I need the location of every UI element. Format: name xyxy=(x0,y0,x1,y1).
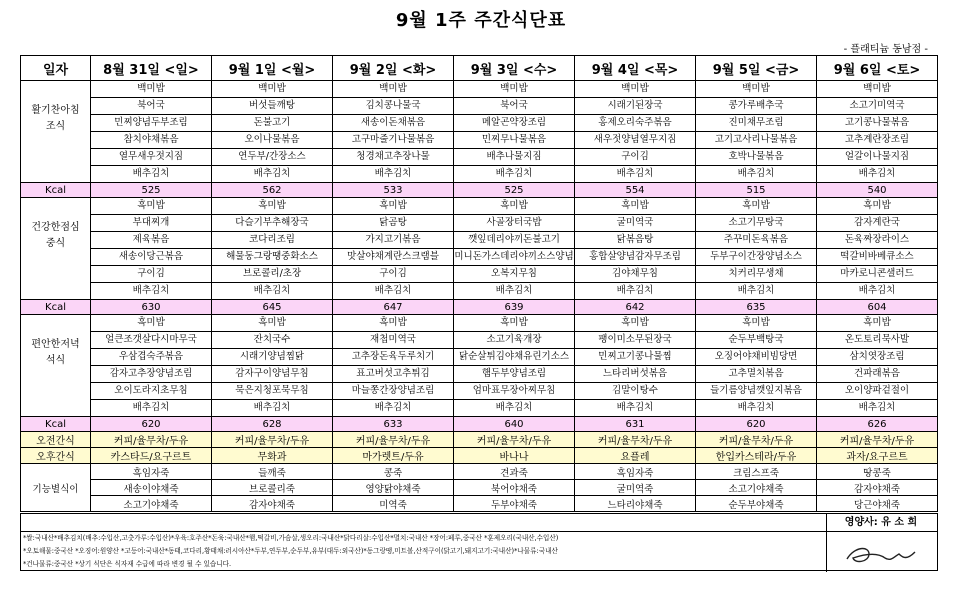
functional-item: 순두부야채죽 xyxy=(696,496,817,512)
menu-item: 배추김치 xyxy=(454,283,575,300)
menu-item: 백미밥 xyxy=(454,81,575,98)
menu-item: 치커리무생채 xyxy=(696,266,817,283)
meal-row xyxy=(21,232,938,249)
menu-item: 고기고사리나물볶음 xyxy=(696,132,817,149)
menu-item: 배추김치 xyxy=(817,283,938,300)
kcal-value: 533 xyxy=(333,183,454,198)
functional-item: 흑임자죽 xyxy=(575,464,696,480)
menu-item: 배추김치 xyxy=(817,400,938,417)
snack-item: 요플레 xyxy=(575,448,696,464)
functional-item: 미역죽 xyxy=(333,496,454,512)
date-header-label: 일자 xyxy=(21,56,91,81)
snack-item: 무화과 xyxy=(212,448,333,464)
menu-item: 배추김치 xyxy=(696,283,817,300)
menu-item: 배추김치 xyxy=(454,400,575,417)
menu-item: 건파래볶음 xyxy=(817,366,938,383)
menu-item: 시래기양념찜닭 xyxy=(212,349,333,366)
day-header: 9월 1일 <월> xyxy=(212,56,333,81)
kcal-value: 631 xyxy=(575,417,696,432)
menu-item: 참치야채볶음 xyxy=(91,132,212,149)
menu-item: 홍합살양념감자무조림 xyxy=(575,249,696,266)
functional-item: 느타리야채죽 xyxy=(575,496,696,512)
menu-item: 배추김치 xyxy=(212,400,333,417)
menu-item: 흑미밥 xyxy=(575,315,696,332)
snack-label: 오전간식 xyxy=(21,432,91,448)
day-header: 9월 6일 <토> xyxy=(817,56,938,81)
menu-item: 구이김 xyxy=(333,266,454,283)
kcal-value: 562 xyxy=(212,183,333,198)
page-subtitle: - 플래티늄 동남점 - xyxy=(843,44,928,55)
menu-item: 백미밥 xyxy=(212,81,333,98)
menu-item: 연두부/간장소스 xyxy=(212,149,333,166)
functional-row xyxy=(21,496,938,512)
kcal-value: 620 xyxy=(91,417,212,432)
menu-item: 깻잎데리야끼돈불고기 xyxy=(454,232,575,249)
menu-item: 구이김 xyxy=(91,266,212,283)
kcal-value: 647 xyxy=(333,300,454,315)
snack-item: 카스타드/요구르트 xyxy=(91,448,212,464)
functional-row xyxy=(21,464,938,480)
meal-row xyxy=(21,98,938,115)
origin-note-line: *건나물류:중국산 *상기 식단은 식자재 수급에 따라 변경 될 수 있습니다. xyxy=(23,560,232,568)
menu-item: 부대찌개 xyxy=(91,215,212,232)
functional-item: 소고기야채죽 xyxy=(91,496,212,512)
kcal-value: 635 xyxy=(696,300,817,315)
menu-item: 브로콜리/초장 xyxy=(212,266,333,283)
functional-item: 소고기야채죽 xyxy=(696,480,817,496)
menu-item: 해물동그랑땡중화소스 xyxy=(212,249,333,266)
kcal-label: Kcal xyxy=(21,183,91,198)
menu-item: 마카로니콘샐러드 xyxy=(817,266,938,283)
functional-item: 크림스프죽 xyxy=(696,464,817,480)
meal-row xyxy=(21,198,938,215)
menu-item: 김말이탕수 xyxy=(575,383,696,400)
menu-item: 흑미밥 xyxy=(212,198,333,215)
menu-item: 배추김치 xyxy=(212,283,333,300)
menu-item: 흑미밥 xyxy=(454,198,575,215)
menu-item: 우삼겹숙주볶음 xyxy=(91,349,212,366)
menu-item: 배추김치 xyxy=(454,166,575,183)
functional-item: 당근야채죽 xyxy=(817,496,938,512)
snack-item: 마가렛트/두유 xyxy=(333,448,454,464)
menu-item: 배추김치 xyxy=(212,166,333,183)
functional-item: 땅콩죽 xyxy=(817,464,938,480)
meal-label-line: 편안한저녁 xyxy=(31,339,80,350)
menu-item: 배추김치 xyxy=(696,166,817,183)
meal-label-line: 활기찬아침 xyxy=(31,105,80,116)
menu-item: 흑미밥 xyxy=(333,315,454,332)
menu-item: 주꾸미돈육볶음 xyxy=(696,232,817,249)
menu-item: 배추김치 xyxy=(817,166,938,183)
menu-item: 북어국 xyxy=(91,98,212,115)
snack-item: 커피/율무차/두유 xyxy=(817,432,938,448)
meal-row xyxy=(21,332,938,349)
menu-item: 백미밥 xyxy=(817,81,938,98)
menu-item: 사골장터국밥 xyxy=(454,215,575,232)
menu-item: 오이도라지초무침 xyxy=(91,383,212,400)
menu-item: 얼갈이나물지짐 xyxy=(817,149,938,166)
menu-item: 메알곤약장조림 xyxy=(454,115,575,132)
meal-row xyxy=(21,315,938,332)
menu-item: 호박나물볶음 xyxy=(696,149,817,166)
menu-item: 백미밥 xyxy=(575,81,696,98)
menu-item: 배추김치 xyxy=(696,400,817,417)
menu-item: 느타리버섯볶음 xyxy=(575,366,696,383)
meal-row xyxy=(21,115,938,132)
dietitian-name: 영양사: 유 소 희 xyxy=(844,517,918,528)
meal-label-line: 중식 xyxy=(45,238,66,249)
meal-row xyxy=(21,132,938,149)
kcal-value: 645 xyxy=(212,300,333,315)
kcal-row xyxy=(21,300,938,315)
menu-item: 흑미밥 xyxy=(696,198,817,215)
meal-row xyxy=(21,266,938,283)
menu-item: 다슬기부추해장국 xyxy=(212,215,333,232)
meal-row xyxy=(21,400,938,417)
menu-item: 흑미밥 xyxy=(817,198,938,215)
menu-item: 구이김 xyxy=(575,149,696,166)
menu-item: 온도토리묵사발 xyxy=(817,332,938,349)
snack-row xyxy=(21,432,938,448)
functional-item: 영양닭야채죽 xyxy=(333,480,454,496)
menu-item: 홍제오리숙주볶음 xyxy=(575,115,696,132)
menu-item: 배추김치 xyxy=(91,166,212,183)
menu-item: 두부구이간장양념소스 xyxy=(696,249,817,266)
origin-notes xyxy=(21,531,827,572)
snack-row xyxy=(21,448,938,464)
kcal-row xyxy=(21,183,938,198)
menu-item: 배추김치 xyxy=(91,400,212,417)
menu-item: 민찌양념두부조림 xyxy=(91,115,212,132)
snack-item: 커피/율무차/두유 xyxy=(696,432,817,448)
origin-note-line: *오토해물:중국산 *오징어:원양산 *고등어:국내산*동태,코다리,황태채:러시아산*두부,연두부,순두부,유부(대두:외국산)*동그랑땡,미트볼,산적구이(닭고기,돼지고기:국내산)*나물류:국내산 xyxy=(23,547,558,555)
menu-item: 흑미밥 xyxy=(454,315,575,332)
menu-item: 백미밥 xyxy=(333,81,454,98)
meal-row xyxy=(21,215,938,232)
menu-item: 순두부백탕국 xyxy=(696,332,817,349)
menu-item: 감자고추장양념조림 xyxy=(91,366,212,383)
kcal-row xyxy=(21,417,938,432)
menu-item: 잔치국수 xyxy=(212,332,333,349)
menu-item: 배추김치 xyxy=(91,283,212,300)
kcal-label: Kcal xyxy=(21,300,91,315)
dietitian-signature xyxy=(825,531,937,572)
functional-item: 들깨죽 xyxy=(212,464,333,480)
menu-item: 표고버섯고추튀김 xyxy=(333,366,454,383)
kcal-value: 630 xyxy=(91,300,212,315)
menu-item: 배추김치 xyxy=(333,283,454,300)
menu-item: 돈육짜장라이스 xyxy=(817,232,938,249)
footer-spacer xyxy=(21,514,827,531)
menu-item: 제육볶음 xyxy=(91,232,212,249)
menu-item: 닭볶음탕 xyxy=(575,232,696,249)
menu-item: 배추김치 xyxy=(575,166,696,183)
kcal-value: 640 xyxy=(454,417,575,432)
functional-item: 새송이야채죽 xyxy=(91,480,212,496)
snack-label: 오후간식 xyxy=(21,448,91,464)
menu-item: 소고기육개장 xyxy=(454,332,575,349)
snack-item: 커피/율무차/두유 xyxy=(454,432,575,448)
menu-item: 배추김치 xyxy=(575,400,696,417)
menu-item: 재첩미역국 xyxy=(333,332,454,349)
menu-item: 닭곰탕 xyxy=(333,215,454,232)
menu-item: 코다리조림 xyxy=(212,232,333,249)
menu-item: 고추계란장조림 xyxy=(817,132,938,149)
menu-item: 맛살야채계란스크램블 xyxy=(333,249,454,266)
menu-item: 얼큰조갯살다시마무국 xyxy=(91,332,212,349)
kcal-value: 515 xyxy=(696,183,817,198)
functional-item: 굴미역죽 xyxy=(575,480,696,496)
menu-item: 새송이돈채볶음 xyxy=(333,115,454,132)
meal-row xyxy=(21,283,938,300)
menu-item: 감자계란국 xyxy=(817,215,938,232)
day-header: 9월 3일 <수> xyxy=(454,56,575,81)
weekly-menu-table xyxy=(20,55,938,512)
kcal-value: 525 xyxy=(454,183,575,198)
menu-item: 민찌무나물볶음 xyxy=(454,132,575,149)
day-header: 8월 31일 <일> xyxy=(91,56,212,81)
functional-item: 북어야채죽 xyxy=(454,480,575,496)
menu-item: 고구마줄기나물볶음 xyxy=(333,132,454,149)
meal-row xyxy=(21,349,938,366)
header-row xyxy=(21,56,938,81)
menu-item: 오징어야채비빔당면 xyxy=(696,349,817,366)
menu-item: 배추나물지짐 xyxy=(454,149,575,166)
menu-item: 들기름양념깻잎지볶음 xyxy=(696,383,817,400)
menu-item: 감자구이양념무침 xyxy=(212,366,333,383)
snack-item: 커피/율무차/두유 xyxy=(91,432,212,448)
menu-item: 돈불고기 xyxy=(212,115,333,132)
functional-label: 기능별식이 xyxy=(21,464,91,512)
menu-item: 흑미밥 xyxy=(212,315,333,332)
kcal-label: Kcal xyxy=(21,417,91,432)
menu-item: 흑미밥 xyxy=(91,315,212,332)
meal-row xyxy=(21,383,938,400)
menu-item: 오이나물볶음 xyxy=(212,132,333,149)
menu-item: 엄마표무장아찌무침 xyxy=(454,383,575,400)
kcal-value: 525 xyxy=(91,183,212,198)
functional-item: 감자야채죽 xyxy=(212,496,333,512)
meal-row xyxy=(21,166,938,183)
menu-item: 떡갈비바베큐소스 xyxy=(817,249,938,266)
menu-item: 미니돈가스데리야끼소스양념 xyxy=(454,249,575,266)
menu-item: 흑미밥 xyxy=(91,198,212,215)
menu-item: 흑미밥 xyxy=(817,315,938,332)
meal-row xyxy=(21,81,938,98)
menu-item: 오복지무침 xyxy=(454,266,575,283)
meal-row xyxy=(21,149,938,166)
menu-item: 민찌고기콩나물찜 xyxy=(575,349,696,366)
functional-row xyxy=(21,480,938,496)
menu-item: 가지고기볶음 xyxy=(333,232,454,249)
menu-item: 시래기된장국 xyxy=(575,98,696,115)
kcal-value: 626 xyxy=(817,417,938,432)
menu-item: 흑미밥 xyxy=(696,315,817,332)
kcal-value: 628 xyxy=(212,417,333,432)
menu-item: 흑미밥 xyxy=(333,198,454,215)
page-title: 9월 1주 주간식단표 xyxy=(395,10,567,31)
kcal-value: 633 xyxy=(333,417,454,432)
functional-item: 견과죽 xyxy=(454,464,575,480)
menu-item: 김치콩나물국 xyxy=(333,98,454,115)
day-header: 9월 2일 <화> xyxy=(333,56,454,81)
kcal-value: 642 xyxy=(575,300,696,315)
menu-item: 백미밥 xyxy=(91,81,212,98)
kcal-value: 554 xyxy=(575,183,696,198)
kcal-value: 620 xyxy=(696,417,817,432)
snack-item: 바나나 xyxy=(454,448,575,464)
origin-note-line: *쌀:국내산*배추김치(배추:수입산,고춧가루:수입산)*우육:호주산*돈육:국내산*햄,떡갈비,가슴살,생오리:국내산*닭다리살:수입산*멸치:국내산 *장어:페루,중국산 *훈제오리(국내산,수입산) xyxy=(23,534,559,542)
menu-item: 콩가루배추국 xyxy=(696,98,817,115)
snack-item: 과자/요구르트 xyxy=(817,448,938,464)
menu-item: 고추멸치볶음 xyxy=(696,366,817,383)
menu-item: 굴미역국 xyxy=(575,215,696,232)
meal-label-line: 석식 xyxy=(45,355,66,366)
menu-item: 새송이당근볶음 xyxy=(91,249,212,266)
meal-label-line: 조식 xyxy=(45,121,66,132)
meal-row xyxy=(21,249,938,266)
meal-label xyxy=(21,81,91,183)
menu-item: 김야채무침 xyxy=(575,266,696,283)
menu-item: 고추장돈육두루치기 xyxy=(333,349,454,366)
menu-item: 묵은지청포묵무침 xyxy=(212,383,333,400)
kcal-value: 639 xyxy=(454,300,575,315)
menu-item: 새우젓양념열무지짐 xyxy=(575,132,696,149)
menu-item: 백미밥 xyxy=(696,81,817,98)
menu-item: 배추김치 xyxy=(333,400,454,417)
footer-box xyxy=(20,513,938,571)
menu-item: 배추김치 xyxy=(333,166,454,183)
menu-item: 버섯들깨탕 xyxy=(212,98,333,115)
menu-item: 흑미밥 xyxy=(575,198,696,215)
functional-item: 두부야채죽 xyxy=(454,496,575,512)
menu-item: 마늘쫑간장양념조림 xyxy=(333,383,454,400)
meal-row xyxy=(21,366,938,383)
menu-item: 청경채고추장나물 xyxy=(333,149,454,166)
meal-label xyxy=(21,198,91,300)
snack-item: 커피/율무차/두유 xyxy=(212,432,333,448)
menu-item: 삼치엿장조림 xyxy=(817,349,938,366)
snack-item: 커피/율무차/두유 xyxy=(333,432,454,448)
menu-item: 오이양파겉절이 xyxy=(817,383,938,400)
menu-item: 소고기미역국 xyxy=(817,98,938,115)
meal-label-line: 건강한점심 xyxy=(31,222,80,233)
functional-item: 흑임자죽 xyxy=(91,464,212,480)
menu-item: 소고기무탕국 xyxy=(696,215,817,232)
functional-item: 브로콜리죽 xyxy=(212,480,333,496)
meal-label xyxy=(21,315,91,417)
functional-item: 감자야채죽 xyxy=(817,480,938,496)
snack-item: 한입카스테라/두유 xyxy=(696,448,817,464)
menu-item: 진미채무조림 xyxy=(696,115,817,132)
menu-item: 팽이미소무된장국 xyxy=(575,332,696,349)
kcal-value: 540 xyxy=(817,183,938,198)
menu-item: 햄두부양념조림 xyxy=(454,366,575,383)
menu-item: 닭순살튀김야채유린기소스 xyxy=(454,349,575,366)
snack-item: 커피/율무차/두유 xyxy=(575,432,696,448)
menu-item: 고기콩나물볶음 xyxy=(817,115,938,132)
menu-item: 배추김치 xyxy=(575,283,696,300)
menu-item: 열무새우젓지짐 xyxy=(91,149,212,166)
menu-item: 북어국 xyxy=(454,98,575,115)
day-header: 9월 5일 <금> xyxy=(696,56,817,81)
functional-item: 콩죽 xyxy=(333,464,454,480)
day-header: 9월 4일 <목> xyxy=(575,56,696,81)
kcal-value: 604 xyxy=(817,300,938,315)
